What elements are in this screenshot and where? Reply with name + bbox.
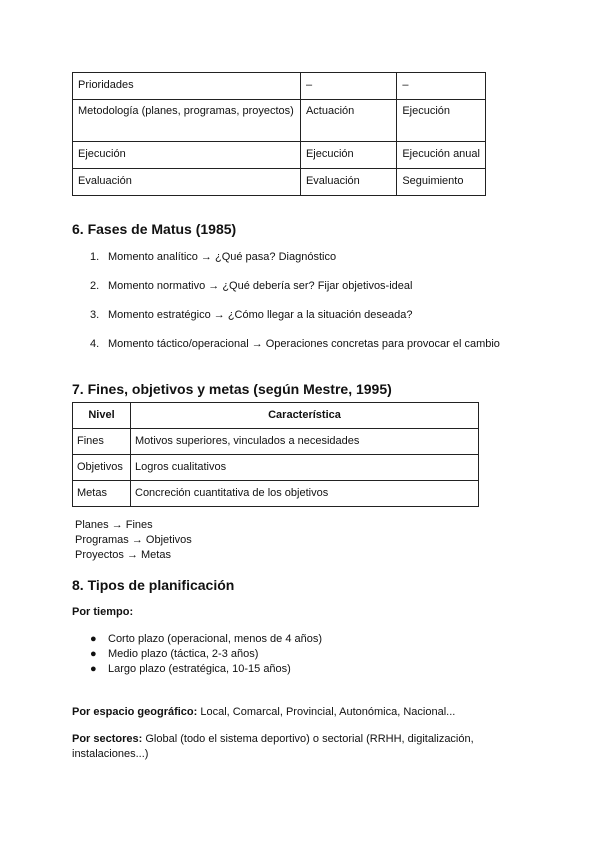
levels-table (72, 402, 479, 507)
list-item-text: Momento analítico → ¿Qué pasa? Diagnóstico (108, 251, 337, 263)
table-row (73, 73, 486, 100)
by-time-label: Por tiempo: (72, 606, 134, 618)
section-7-heading: 7. Fines, objetivos y metas (según Mestre, 1995) (72, 381, 392, 397)
sectors-text: Global (todo el sistema deportivo) o sectorial (RRHH, digitalización, instalaciones...) (72, 733, 474, 760)
list-number: 4. (90, 338, 100, 350)
table-row (73, 481, 479, 507)
list-item-text: Largo plazo (estratégica, 10-15 años) (108, 663, 291, 675)
list-item-text: Corto plazo (operacional, menos de 4 años) (108, 633, 323, 645)
time-types-list (72, 632, 322, 677)
list-item-text: Momento estratégico → ¿Cómo llegar a la situación deseada? (108, 309, 413, 321)
mapping-line: Programas → Objetivos (75, 534, 192, 546)
section-6-heading: 6. Fases de Matus (1985) (72, 221, 237, 237)
geographic-space-label: Por espacio geográfico: (72, 706, 198, 718)
sectors-paragraph (72, 732, 502, 762)
table-cell: Metodología (planes, programas, proyectos) (73, 100, 301, 142)
section-8-heading: 8. Tipos de planificación (72, 577, 235, 593)
list-item (72, 662, 322, 677)
list-number: 2. (90, 280, 100, 292)
mapping-line: Planes → Fines (75, 519, 153, 531)
list-item (72, 279, 542, 308)
column-header: Nivel (73, 403, 131, 429)
list-number: 3. (90, 309, 100, 321)
list-item (72, 337, 542, 366)
table-cell: Evaluación (73, 169, 301, 196)
table-cell: Evaluación (300, 169, 396, 196)
list-item (72, 250, 542, 279)
table-cell: Actuación (300, 100, 396, 142)
list-item (72, 632, 322, 647)
table-cell: – (397, 73, 486, 100)
matus-phases-list (72, 250, 542, 366)
table-row (73, 429, 479, 455)
table-cell: Prioridades (73, 73, 301, 100)
sectors-label: Por sectores: (72, 733, 143, 745)
table-row (73, 100, 486, 142)
geographic-space-paragraph (72, 705, 502, 720)
table-cell: Seguimiento (397, 169, 486, 196)
table-cell: Metas (73, 481, 131, 507)
table-header-row (73, 403, 479, 429)
table-cell: Fines (73, 429, 131, 455)
bullet-icon: ● (90, 663, 97, 675)
table-cell: Motivos superiores, vinculados a necesidades (131, 429, 479, 455)
geographic-space-text: Local, Comarcal, Provincial, Autonómica, Nacional... (197, 706, 456, 718)
table-row (73, 169, 486, 196)
table-cell: Logros cualitativos (131, 455, 479, 481)
table-row (73, 142, 486, 169)
table-row (73, 455, 479, 481)
table-cell: Ejecución (300, 142, 396, 169)
list-item (72, 308, 542, 337)
table-cell: Ejecución anual (397, 142, 486, 169)
table-cell: – (300, 73, 396, 100)
planning-comparison-table (72, 72, 486, 196)
list-item-text: Medio plazo (táctica, 2-3 años) (108, 648, 259, 660)
mapping-lines (75, 518, 192, 563)
list-item-text: Momento táctico/operacional → Operaciones concretas para provocar el cambio (108, 338, 500, 350)
table-cell: Objetivos (73, 455, 131, 481)
mapping-line: Proyectos → Metas (75, 549, 171, 561)
table-cell: Concreción cuantitativa de los objetivos (131, 481, 479, 507)
table-cell: Ejecución (73, 142, 301, 169)
list-item (72, 647, 322, 662)
list-item-text: Momento normativo → ¿Qué debería ser? Fijar objetivos-ideal (108, 280, 413, 292)
list-number: 1. (90, 251, 100, 263)
table-cell: Ejecución (397, 100, 486, 142)
column-header: Característica (131, 403, 479, 429)
bullet-icon: ● (90, 648, 97, 660)
bullet-icon: ● (90, 633, 97, 645)
